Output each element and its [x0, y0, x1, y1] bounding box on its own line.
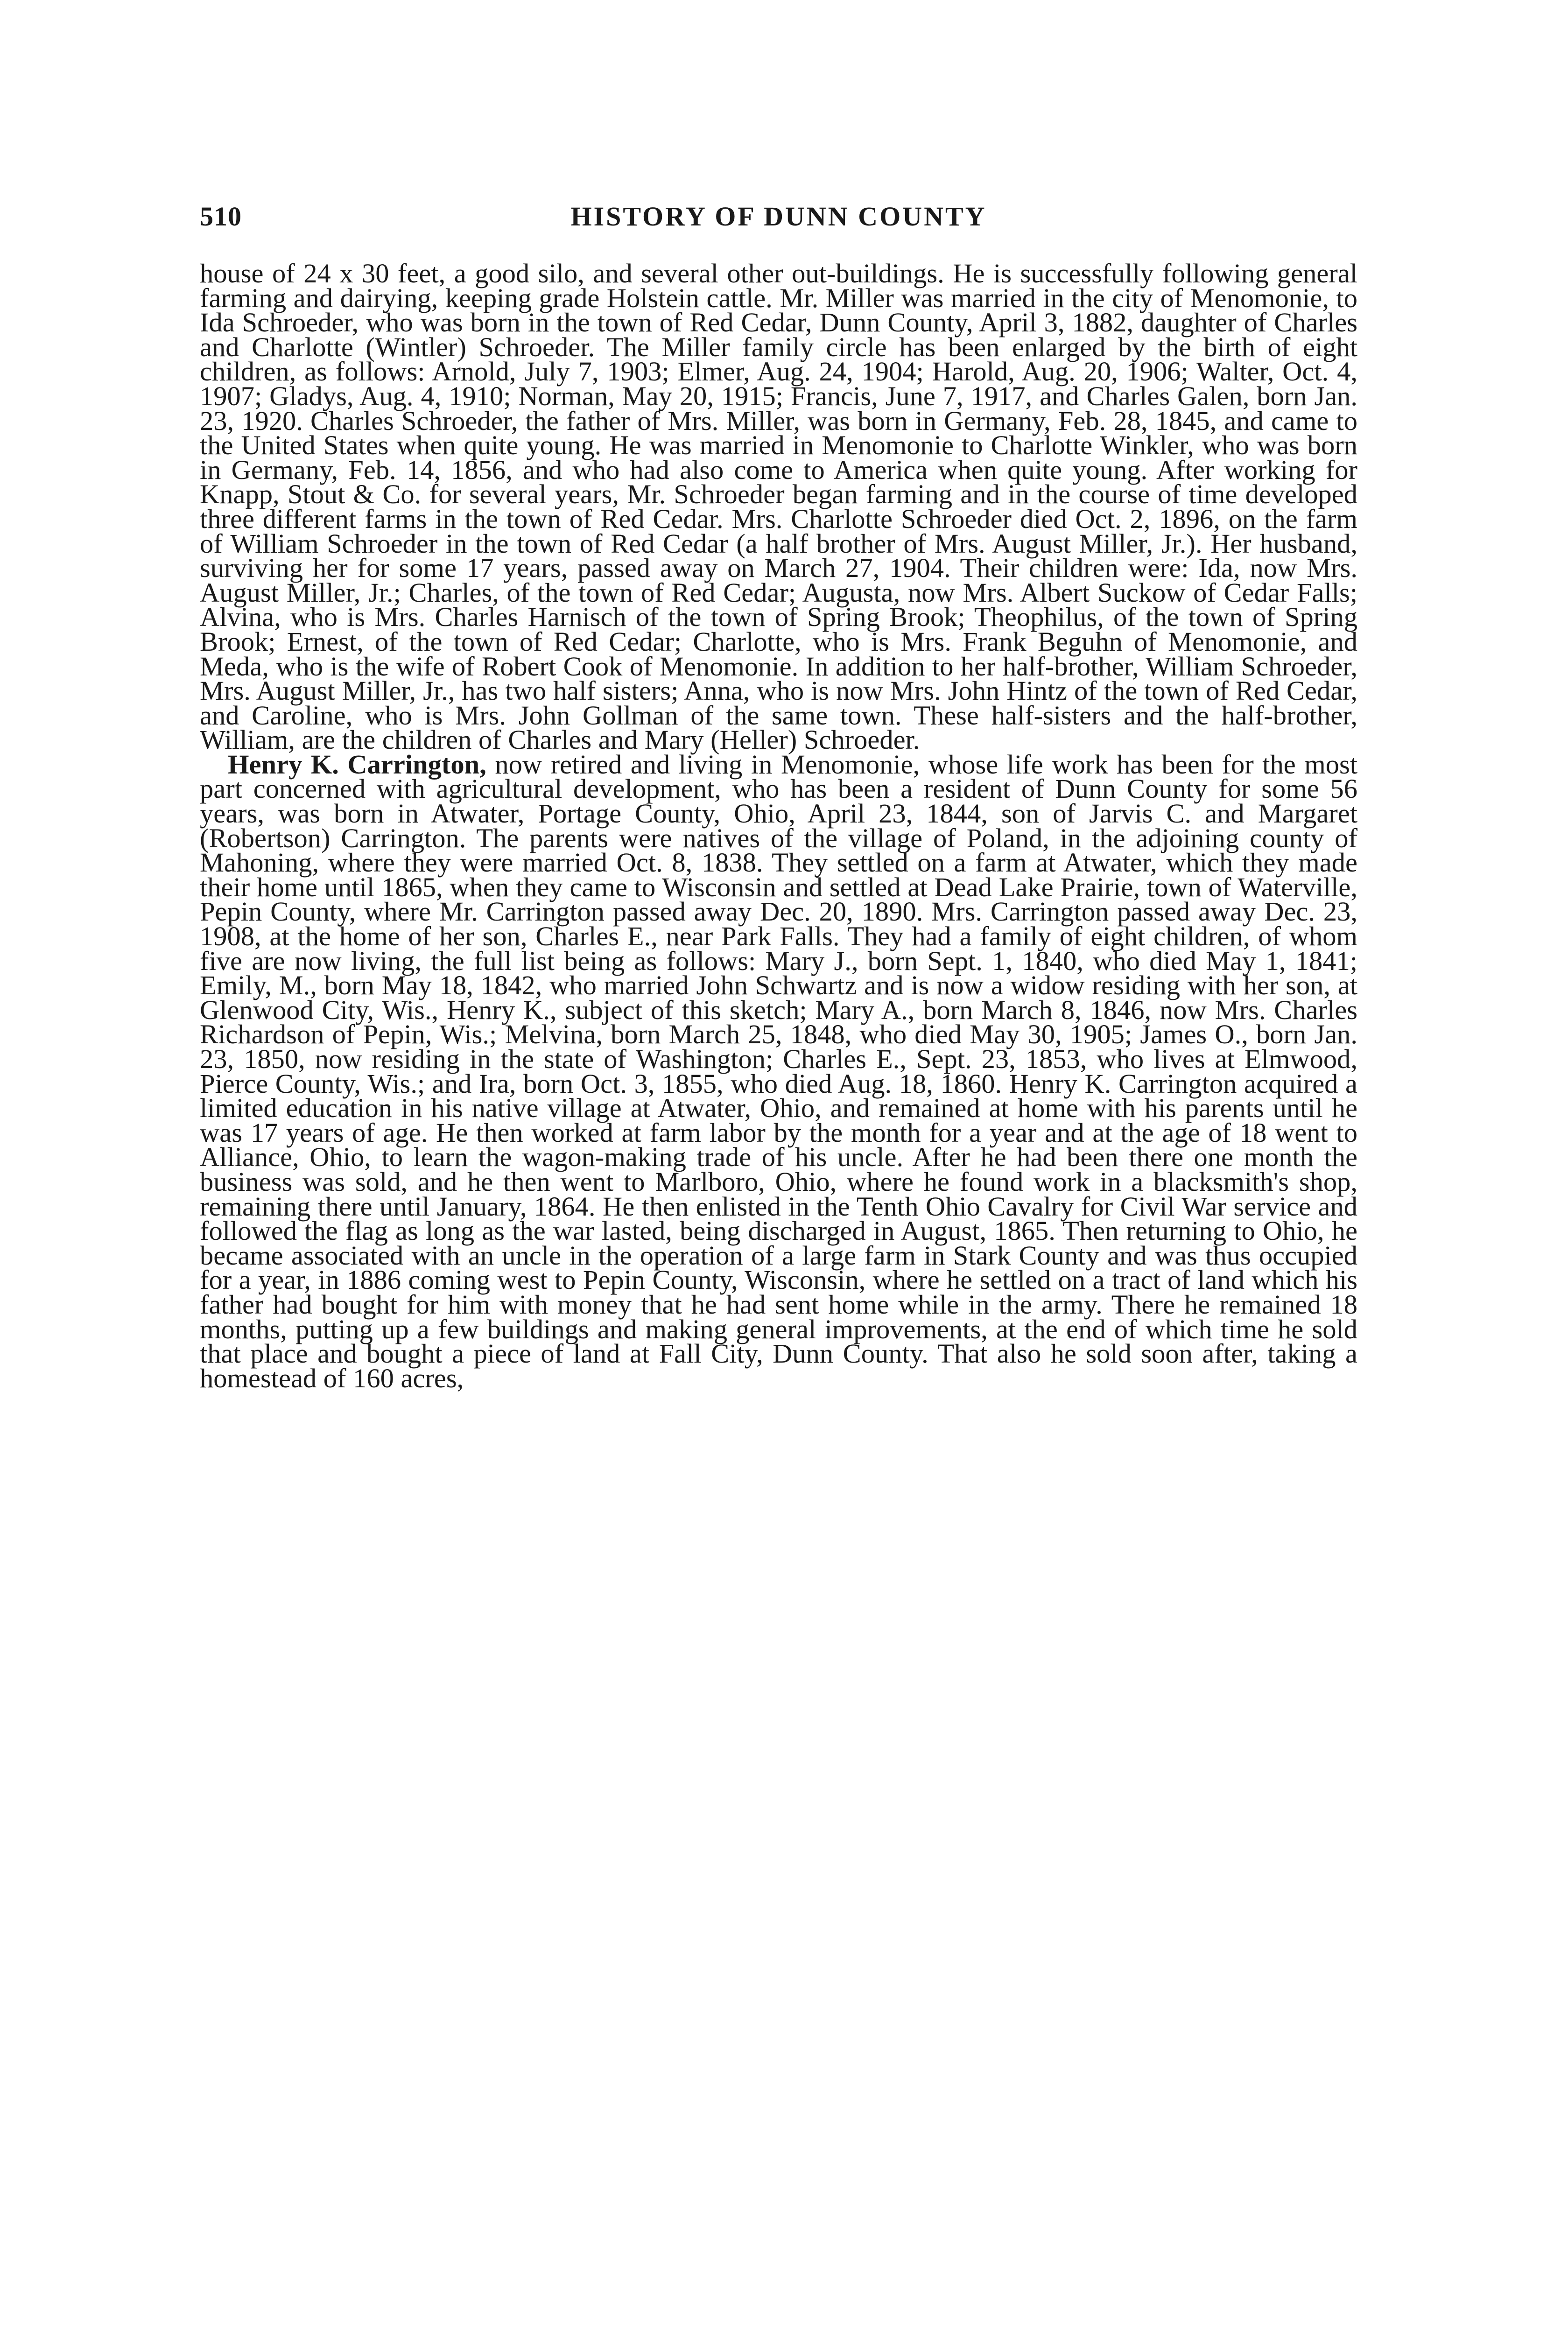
page-number: 510: [200, 201, 242, 232]
body-text: [200, 258, 1357, 1393]
subject-name: Henry K. Carrington,: [228, 749, 486, 780]
running-title: HISTORY OF DUNN COUNTY: [570, 201, 987, 232]
page-header: [200, 201, 1357, 233]
paragraph-miller-family: house of 24 x 30 feet, a good silo, and several other out-buildings. He is successfully following general farming and dairying, keeping grade Holstein cattle. Mr. Miller was married in the city of Menomonie, to Ida Schroeder, who was born in the town of Red Cedar, Dunn County, April 3, 1882, daughter of Charles and Charlotte (Wintler) Schroeder. The Miller family circle has been enlarged by the birth of eight children, as follows: Arnold, July 7, 1903; Elmer, Aug. 24, 1904; Harold, Aug. 20, 1906; Walter, Oct. 4, 1907; Gladys, Aug. 4, 1910; Norman, May 20, 1915; Francis, June 7, 1917, and Charles Galen, born Jan. 23, 1920. Charles Schroeder, the father of Mrs. Miller, was born in Germany, Feb. 28, 1845, and came to the United States when quite young. He was married in Menomonie to Charlotte Winkler, who was born in Germany, Feb. 14, 1856, and who had also come to America when quite young. After working for Knapp, Stout & Co. for several years, Mr. Schroeder began farming and in the course of time developed three different farms in the town of Red Cedar. Mrs. Charlotte Schroeder died Oct. 2, 1896, on the farm of William Schroeder in the town of Red Cedar (a half brother of Mrs. August Miller, Jr.). Her husband, surviving her for some 17 years, passed away on March 27, 1904. Their children were: Ida, now Mrs. August Miller, Jr.; Charles, of the town of Red Cedar; Augusta, now Mrs. Albert Suckow of Cedar Falls; Alvina, who is Mrs. Charles Harnisch of the town of Spring Brook; Theophilus, of the town of Spring Brook; Ernest, of the town of Red Cedar; Charlotte, who is Mrs. Frank Beguhn of Menomonie, and Meda, who is the wife of Robert Cook of Menomonie. In addition to her half-brother, William Schroeder, Mrs. August Miller, Jr., has two half sisters; Anna, who is now Mrs. John Hintz of the town of Red Cedar, and Caroline, who is Mrs. John Gollman of the same town. These half-sisters and the half-brother, William, are the children of Charles and Mary (Heller) Schroeder.: [200, 258, 1357, 755]
paragraph-carrington-text: now retired and living in Menomonie, whose life work has been for the most part concerned with agricultural development, who has been a resident of Dunn County for some 56 years, was born in Atwater, Portage County, Ohio, April 23, 1844, son of Jarvis C. and Margaret (Robertson) Carrington. The parents were natives of the village of Poland, in the adjoining county of Mahoning, where they were married Oct. 8, 1838. They settled on a farm at Atwater, which they made their home until 1865, when they came to Wisconsin and settled at Dead Lake Prairie, town of Waterville, Pepin County, where Mr. Carrington passed away Dec. 20, 1890. Mrs. Carrington passed away Dec. 23, 1908, at the home of her son, Charles E., near Park Falls. They had a family of eight children, of whom five are now living, the full list being as follows: Mary J., born Sept. 1, 1840, who died May 1, 1841; Emily, M., born May 18, 1842, who married John Schwartz and is now a widow residing with her son, at Glenwood City, Wis., Henry K., subject of this sketch; Mary A., born March 8, 1846, now Mrs. Charles Richardson of Pepin, Wis.; Melvina, born March 25, 1848, who died May 30, 1905; James O., born Jan. 23, 1850, now residing in the state of Washington; Charles E., Sept. 23, 1853, who lives at Elmwood, Pierce County, Wis.; and Ira, born Oct. 3, 1855, who died Aug. 18, 1860. Henry K. Carrington acquired a limited education in his native village at Atwater, Ohio, and remained at home with his parents until he was 17 years of age. He then worked at farm labor by the month for a year and at the age of 18 went to Alliance, Ohio, to learn the wagon-making trade of his uncle. After he had been there one month the business was sold, and he then went to Marlboro, Ohio, where he found work in a blacksmith's shop, remaining there until January, 1864. He then enlisted in the Tenth Ohio Cavalry for Civil War service and followed the flag as long as the war lasted, being discharged in August, 1865. Then returning to Ohio, he became associated with an uncle in the operation of a large farm in Stark County and was thus occupied for a year, in 1886 coming west to Pepin County, Wisconsin, where he settled on a tract of land which his father had bought for him with money that he had sent home while in the army. There he remained 18 months, putting up a few buildings and making general improvements, at the end of which time he sold that place and bought a piece of land at Fall City, Dunn County. That also he sold soon after, taking a homestead of 160 acres,: [200, 749, 1357, 1393]
paragraph-carrington: [200, 749, 1357, 1393]
